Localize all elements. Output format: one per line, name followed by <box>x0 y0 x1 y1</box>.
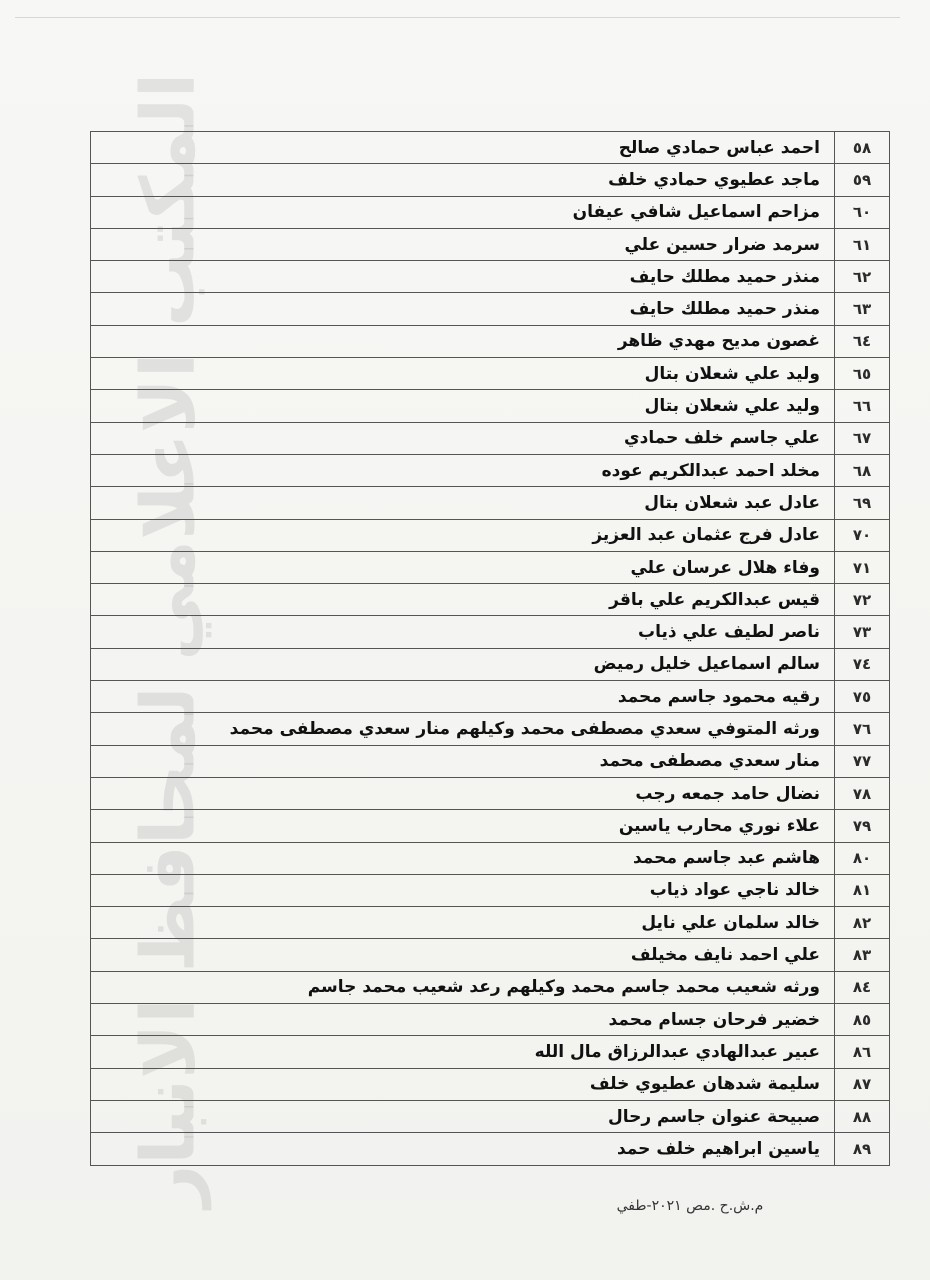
row-name: منار سعدي مصطفى محمد <box>91 745 835 777</box>
row-name: منذر حميد مطلك حايف <box>91 261 835 293</box>
row-number: ٥٨ <box>835 132 890 164</box>
table-row <box>91 261 890 293</box>
row-number: ٨٢ <box>835 907 890 939</box>
row-name: علاء نوري محارب ياسين <box>91 810 835 842</box>
row-number: ٦٥ <box>835 358 890 390</box>
table-row <box>91 487 890 519</box>
row-number: ٨٨ <box>835 1100 890 1132</box>
table-row <box>91 325 890 357</box>
table-row <box>91 874 890 906</box>
table-row <box>91 1100 890 1132</box>
table-row <box>91 196 890 228</box>
table-row <box>91 132 890 164</box>
row-number: ٧٣ <box>835 616 890 648</box>
table-row <box>91 681 890 713</box>
row-name: سليمة شدهان عطيوي خلف <box>91 1068 835 1100</box>
table-row <box>91 907 890 939</box>
row-number: ٨٤ <box>835 971 890 1003</box>
row-name: سالم اسماعيل خليل رميض <box>91 648 835 680</box>
row-number: ٦٤ <box>835 325 890 357</box>
row-number: ٨٣ <box>835 939 890 971</box>
row-number: ٦١ <box>835 228 890 260</box>
row-number: ٦٠ <box>835 196 890 228</box>
row-name: قيس عبدالكريم علي باقر <box>91 584 835 616</box>
footer-note: م.ش.ح .مص ٢٠٢١-طفي <box>616 1198 764 1214</box>
row-number: ٧٥ <box>835 681 890 713</box>
table-row <box>91 1068 890 1100</box>
row-name: عبير عبدالهادي عبدالرزاق مال الله <box>91 1036 835 1068</box>
table-row <box>91 293 890 325</box>
row-name: مزاحم اسماعيل شافي عيفان <box>91 196 835 228</box>
table-row <box>91 228 890 260</box>
row-number: ٧٩ <box>835 810 890 842</box>
table-row <box>91 519 890 551</box>
table-row <box>91 551 890 583</box>
row-name: عادل فرج عثمان عبد العزيز <box>91 519 835 551</box>
row-name: ماجد عطيوي حمادي خلف <box>91 164 835 196</box>
table-row <box>91 939 890 971</box>
row-number: ٨٦ <box>835 1036 890 1068</box>
table-row <box>91 422 890 454</box>
row-name: وليد علي شعلان بتال <box>91 358 835 390</box>
row-name: رقيه محمود جاسم محمد <box>91 681 835 713</box>
row-number: ٧٦ <box>835 713 890 745</box>
row-name: هاشم عبد جاسم محمد <box>91 842 835 874</box>
row-number: ٦٧ <box>835 422 890 454</box>
row-name: ورثه المتوفي سعدي مصطفى محمد وكيلهم منار سعدي مصطفى محمد <box>91 713 835 745</box>
table-row <box>91 648 890 680</box>
row-name: مخلد احمد عبدالكريم عوده <box>91 454 835 486</box>
table-row <box>91 971 890 1003</box>
row-number: ٧٧ <box>835 745 890 777</box>
row-number: ٧١ <box>835 551 890 583</box>
row-number: ٦٦ <box>835 390 890 422</box>
table-row <box>91 842 890 874</box>
row-number: ٦٢ <box>835 261 890 293</box>
row-name: صبيحة عنوان جاسم رحال <box>91 1100 835 1132</box>
row-number: ٥٩ <box>835 164 890 196</box>
watermark-text: المكتب الاعلامي لمحافظ الانبار <box>125 72 212 1208</box>
row-number: ٧٤ <box>835 648 890 680</box>
row-name: خالد ناجي عواد ذياب <box>91 874 835 906</box>
row-name: احمد عباس حمادي صالح <box>91 132 835 164</box>
row-number: ٨٠ <box>835 842 890 874</box>
row-number: ٦٣ <box>835 293 890 325</box>
row-number: ٨٩ <box>835 1133 890 1165</box>
table-row <box>91 454 890 486</box>
table-row <box>91 1133 890 1165</box>
row-number: ٧٨ <box>835 777 890 809</box>
row-number: ٨٥ <box>835 1004 890 1036</box>
row-name: خضير فرحان جسام محمد <box>91 1004 835 1036</box>
table-row <box>91 745 890 777</box>
table-row <box>91 1036 890 1068</box>
row-name: ورثه شعيب محمد جاسم محمد وكيلهم رعد شعيب محمد جاسم <box>91 971 835 1003</box>
table-row <box>91 1004 890 1036</box>
row-name: ناصر لطيف علي ذياب <box>91 616 835 648</box>
row-name: عادل عبد شعلان بتال <box>91 487 835 519</box>
names-table-body <box>91 132 890 1166</box>
table-row <box>91 164 890 196</box>
table-row <box>91 584 890 616</box>
row-number: ٧٠ <box>835 519 890 551</box>
row-number: ٧٢ <box>835 584 890 616</box>
table-row <box>91 390 890 422</box>
row-number: ٨١ <box>835 874 890 906</box>
table-row <box>91 358 890 390</box>
row-name: نضال حامد جمعه رجب <box>91 777 835 809</box>
row-number: ٦٨ <box>835 454 890 486</box>
table-row <box>91 713 890 745</box>
table-row <box>91 777 890 809</box>
row-name: علي جاسم خلف حمادي <box>91 422 835 454</box>
row-name: وفاء هلال عرسان علي <box>91 551 835 583</box>
top-rule <box>15 17 900 18</box>
row-name: ياسين ابراهيم خلف حمد <box>91 1133 835 1165</box>
row-name: علي احمد نايف مخيلف <box>91 939 835 971</box>
table-row <box>91 616 890 648</box>
row-name: غصون مديح مهدي ظاهر <box>91 325 835 357</box>
row-name: منذر حميد مطلك حايف <box>91 293 835 325</box>
row-name: سرمد ضرار حسين علي <box>91 228 835 260</box>
row-name: وليد علي شعلان بتال <box>91 390 835 422</box>
row-number: ٦٩ <box>835 487 890 519</box>
row-name: خالد سلمان علي نايل <box>91 907 835 939</box>
row-number: ٨٧ <box>835 1068 890 1100</box>
names-table <box>90 131 890 1166</box>
table-row <box>91 810 890 842</box>
